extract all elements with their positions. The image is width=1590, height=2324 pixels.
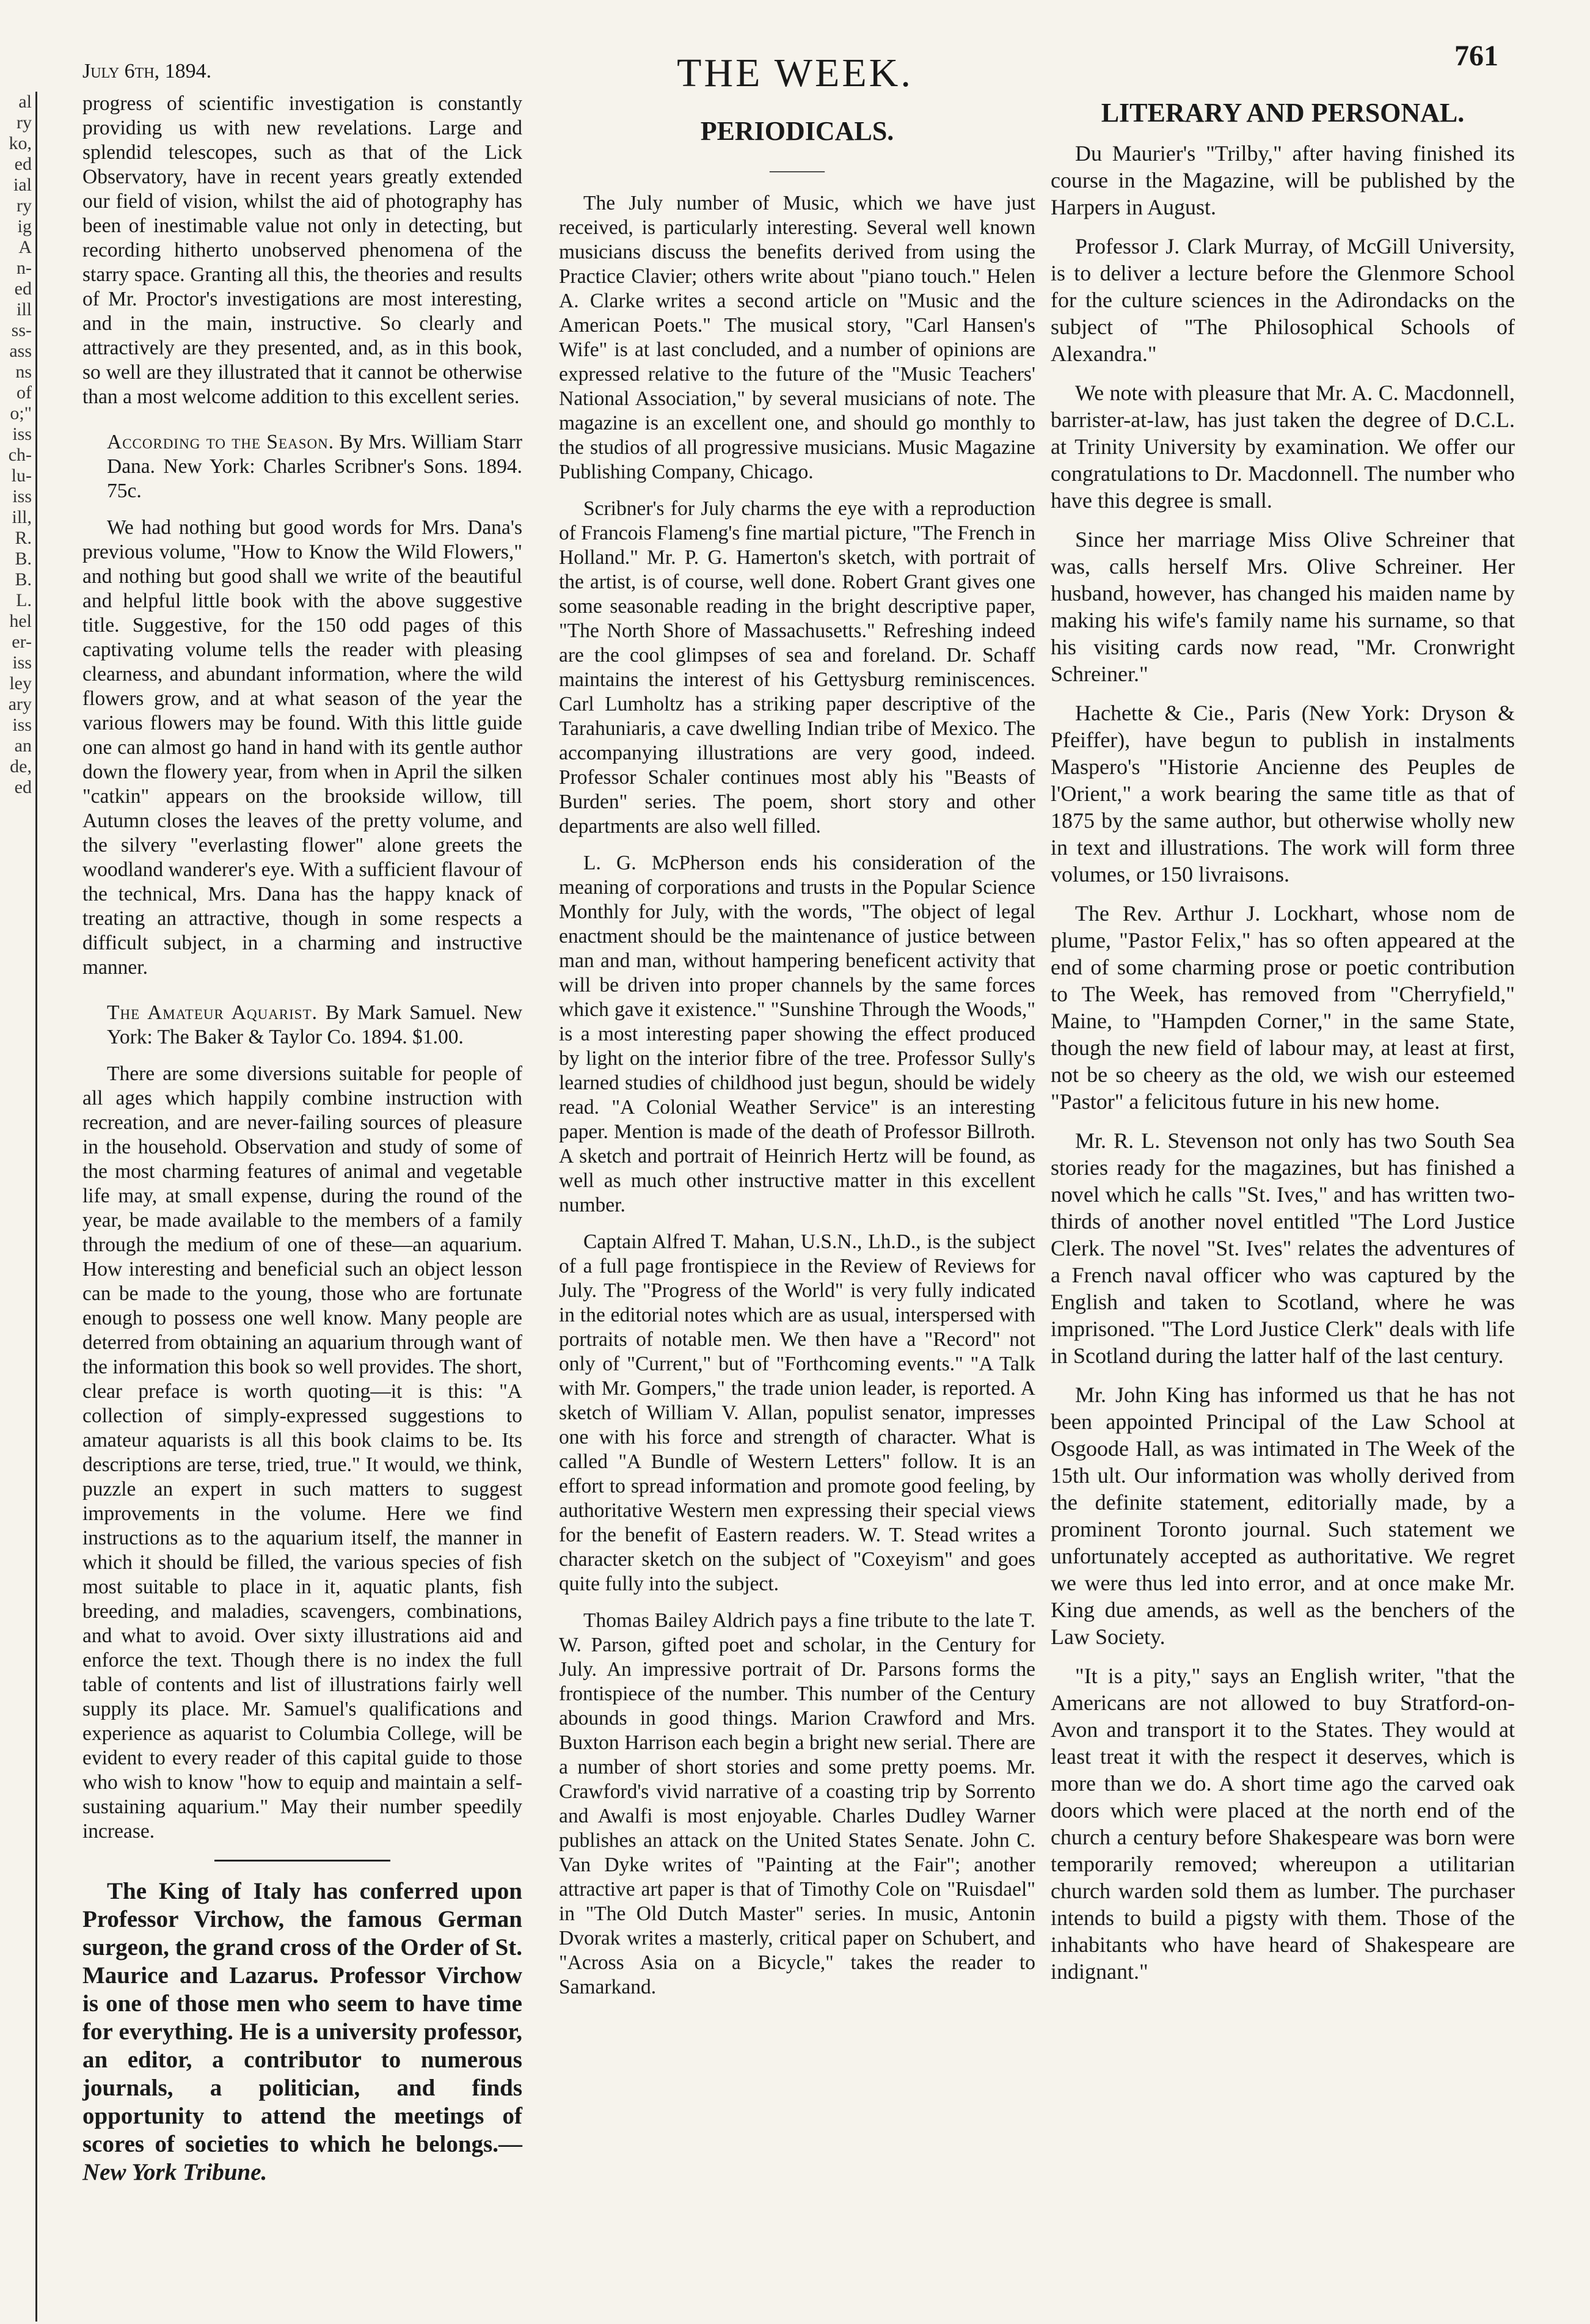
personal-item: Hachette & Cie., Paris (New York: Dryson & Pfeiffer), have begun to publish in instalments Maspero's "Historie Ancienne des Peuples de l'Orient," a work bearing the same title as that of 1875 by the same author, but otherwise wholly new in text and illustrations. The work will form three volumes, or 150 livraisons. (1051, 701, 1515, 886)
book-entry-season (82, 430, 522, 503)
column-reviews (82, 92, 522, 2199)
news-source: New York Tribune. (82, 2159, 268, 2185)
gutter-fragment: ill, (12, 507, 32, 527)
gutter-fragment: ed (14, 777, 32, 797)
section-divider (214, 1860, 390, 1862)
section-heading-periodicals: PERIODICALS. (700, 116, 894, 146)
science-review-tail: progress of scientific investigation is constantly providing us with new revelations. Large and splendid telescopes, such as that of the Lick Observatory, have in recent years greatly extended our field of vision, whilst the aid of photography has been of inestimable value not only in detecting, but recording hitherto unobserved phenomena of the starry space. Granting all this, the theories and results of Mr. Proctor's investigations are most interesting, and in the main, instructive. So clearly and attractively are they presented, and, as in this book, so well are they illustrated that it cannot be otherwise than a most welcome addition to this excellent series. (82, 92, 522, 408)
gutter-fragment: hel (9, 611, 32, 631)
book-review: We had nothing but good words for Mrs. Dana's previous volume, "How to Know the Wild Flowers," and nothing but good shall we write of the beautiful and helpful little book with the above suggestive title. Suggestive, for the 150 odd pages of this captivating volume tells the reader with pleasing clearness, and abundant information, where the wild flowers grow, and at what season of the year the various flowers may be found. With this little guide one can almost go hand in hand with its gentle author down the flowery year, from when in April the silken "catkin" appears on the brookside willow, till Autumn closes the leaves of the pretty volume, and the silvery "everlasting flower" alone greets the woodland wanderer's eye. With a sufficient flavour of the technical, Mrs. Dana has the happy knack of treating an attractive, though in some respects a difficult subject, in a charming and instructive manner. (82, 516, 522, 979)
masthead-title: THE WEEK. (677, 51, 913, 95)
gutter-fragment: n- (16, 258, 32, 278)
heading-rule: ——— (770, 160, 825, 180)
gutter-fragment: al (18, 92, 32, 112)
gutter-fragment: ch- (8, 445, 32, 465)
column-periodicals (559, 116, 1035, 2012)
periodical-item: The July number of Music, which we have just received, is particularly interesting. Several well known musicians discuss the benefits derived from using the Practice Clavier; others write about "piano touch." Helen A. Clarke writes a second article on "Music and the American Poets." The musical story, "Carl Hansen's Wife" is at last concluded, and a number of opinions are expressed relative to the future of the "Music Teachers' National Association," by several musicians of note. The magazine is an excellent one, and should go monthly to the studios of all progressive musicians. Music Magazine Publishing Company, Chicago. (559, 192, 1035, 483)
book-title: According to the Season. (107, 431, 335, 453)
book-title: The Amateur Aquarist. (107, 1001, 318, 1024)
gutter-fragment: B. (15, 549, 32, 569)
personal-item: Mr. John King has informed us that he has not been appointed Principal of the Law School at Osgoode Hall, as was intimated in The Week of the 15th ult. Our information was wholly derived from the definite statement, editorially made, by a prominent Toronto journal. Such statement we unfortunately accepted as authoritative. We regret we were thus led into error, and at once make Mr. King due amends, as well as the benchers of the Law Society. (1051, 1383, 1515, 1649)
gutter-fragment: iss (12, 715, 32, 735)
book-info: By Mrs. William Starr Dana. New York: Charles Scribner's Sons. 1894. 75c. (107, 431, 522, 502)
gutter-fragment: ley (9, 673, 32, 693)
gutter-fragment: er- (12, 632, 32, 652)
gutter-fragment: an (14, 736, 32, 756)
periodical-item: Thomas Bailey Aldrich pays a fine tribute to the late T. W. Parson, gifted poet and scholar, in the Century for July. An impressive portrait of Dr. Parsons forms the frontispiece of the number. This number of the Century abounds in good things. Marion Crawford and Mrs. Buxton Harrison each begin a bright new serial. There are a number of short stories and some pretty poems. Mr. Crawford's vivid narrative of a coasting trip by Sorrento and Awalfi is most enjoyable. Charles Dudley Warner publishes an attack on the United States Senate. John C. Van Dyke writes of "Painting at the Fair"; another attractive art paper is that of Timothy Cole on "Ruisdael" in "The Old Dutch Master" series. In music, Antonin Dvorak writes a masterly, critical paper on Schubert, and "Across Asia on a Bicycle," takes the reader to Samarkand. (559, 1609, 1035, 1998)
news-item-virchow (82, 1877, 522, 2187)
periodical-item: Scribner's for July charms the eye with a reproduction of Francois Flameng's fine martial picture, "The French in Holland." Mr. P. G. Hamerton's sketch, with portrait of the artist, is of course, well done. Robert Grant gives one some seasonable reading in the bright descriptive paper, "The North Shore of Massachusetts." Refreshing indeed are the cool glimpses of sea and foreland. Dr. Schaff maintains the interest of his Gettysburg reminiscences. Carl Lumholtz has a striking paper descriptive of the Tarahuniaris, a cave dwelling Indian tribe of Mexico. The accompanying illustrations are very good, indeed. Professor Schaler continues most ably his "Beasts of Burden" series. The poem, short story and other departments are also well filled. (559, 497, 1035, 838)
book-entry-aquarist (82, 1001, 522, 1050)
personal-item: Mr. R. L. Stevenson not only has two South Sea stories ready for the magazines, but has finished a novel which he calls "St. Ives," and has written two-thirds of another novel entitled "The Lord Justice Clerk. The novel "St. Ives" relates the adventures of a French naval officer who was captured by the English and taken to Scotland, where he was imprisoned. "The Lord Justice Clerk" deals with life in Scotland during the latter half of the last century. (1051, 1128, 1515, 1368)
personal-item: We note with pleasure that Mr. A. C. Macdonnell, barrister-at-law, has just taken the degree of D.C.L. at Trinity University by examination. We offer our congratulations to Dr. Macdonnell. The number who have this degree is small. (1051, 381, 1515, 513)
gutter-fragment: L. (16, 590, 32, 610)
book-info: By Mark Samuel. New York: The Baker & Taylor Co. 1894. $1.00. (107, 1001, 523, 1048)
gutter-fragment: ed (14, 154, 32, 174)
gutter-fragment: A (18, 237, 32, 257)
page-number: 761 (1454, 40, 1498, 72)
gutter-fragment: ss- (11, 320, 32, 340)
gutter-fragment: ns (15, 362, 32, 382)
gutter-fragment: o;" (10, 403, 32, 423)
gutter-fragment: ill (16, 299, 32, 320)
gutter-fragment: iss (12, 652, 32, 673)
gutter-fragment: ial (13, 175, 32, 195)
column-literary-personal (1051, 98, 1515, 1997)
gutter-fragment: B. (15, 569, 32, 590)
gutter-fragment: ko, (9, 133, 32, 153)
gutter-fragment: ary (8, 694, 32, 714)
personal-item: The Rev. Arthur J. Lockhart, whose nom de plume, "Pastor Felix," has so often appeared at the end of some charming prose or poetic contribution to The Week, has removed from "Cherryfield," Maine, to "Hampden Corner," in the same State, though the new field of labour may, at least at first, not be so cheery as the old, we wish our esteemed "Pastor" a felicitous future in his new home. (1051, 901, 1515, 1114)
gutter-fragment: ass (9, 341, 32, 361)
personal-item: Du Maurier's "Trilby," after having finished its course in the Magazine, will be published by the Harpers in August. (1051, 141, 1515, 219)
personal-item: "It is a pity," says an English writer, "that the Americans are not allowed to buy Stratford-on-Avon and transport it to the States. They would at least treat it with the respect it deserves, which is more than we do. A short time ago the carved oak doors which were placed at the north end of the church a century before Shakespeare was born were temporarily removed; whereupon a utilitarian church warden sold them as lumber. The purchaser intends to build a pigsty with them. Those of the inhabitants who have heard of Shakespeare are indignant." (1051, 1664, 1515, 1984)
personal-item: Since her marriage Miss Olive Schreiner that was, calls herself Mrs. Olive Schreiner. Her husband, however, has changed his maiden name by making his wife's family name his surname, so that his visiting cards now read, "Mr. Cronwright Schreiner." (1051, 527, 1515, 686)
book-review: There are some diversions suitable for people of all ages which happily combine instruction with recreation, and are never-failing sources of pleasure in the household. Observation and study of some of the most charming features of animal and vegetable life may, at small expense, during the round of the year, be made available to the members of a family through the medium of one of these—an aquarium. How interesting and beneficial such an object lesson can be made to the young, those who are fortunate enough to possess one well know. Many people are deterred from obtaining an aquarium through want of the information this book so well provides. The short, clear preface is worth quoting—it is this: "A collection of simply-expressed suggestions to amateur aquarists is all this book claims to be. Its descriptions are terse, tried, true." It would, we think, puzzle an expert in such matters to suggest improvements in the volume. Here we find instructions as to the aquarium itself, the manner in which it should be filled, the various species of fish most suitable to place in it, aquatic plants, fish breeding, and maladies, scavengers, combinations, and what to avoid. Over sixty illustrations aid and enforce the text. Though there is no index the full table of contents and list of illustrations fairly well supply its place. Mr. Samuel's qualifications and experience as aquarist to Columbia College, will be evident to every reader of this capital guide to those who wish to know "how to equip and maintain a self-sustaining aquarium." May their number speedily increase. (82, 1062, 522, 1843)
gutter-fragment: ig (17, 216, 32, 236)
gutter-fragment: lu- (11, 466, 32, 486)
gutter-fragment: de, (10, 756, 32, 776)
news-text: The King of Italy has conferred upon Professor Virchow, the famous German surgeon, the grand cross of the Order of St. Maurice and Lazarus. Professor Virchow is one of those men who seem to have time for everything. He is a university professor, an editor, a contributor to numerous journals, a politician, and finds opportunity to attend the meetings of scores of societies to which he belongs.— (82, 1878, 523, 2157)
gutter-fragment: ry (16, 112, 32, 133)
personal-item: Professor J. Clark Murray, of McGill University, is to deliver a lecture before the Glenmore School for the culture sciences in the Adirondacks on the subject of "The Philosophical Schools of Alexandra." (1051, 234, 1515, 366)
gutter-fragment: R. (15, 528, 32, 548)
gutter-fragment: iss (12, 486, 32, 506)
issue-date: July 6th, 1894. (82, 60, 212, 82)
periodical-item: L. G. McPherson ends his consideration of the meaning of corporations and trusts in the Popular Science Monthly for July, with the words, "The object of legal enactment should be the maintenance of justice between man and man, without hampering beneficent activity that will be driven into proper channels by the same forces which gave it existence." "Sunshine Through the Woods," is a most interesting paper showing the effect produced by light on the interior fibre of the tree. Professor Sully's learned studies of childhood just begun, should be widely read. "A Colonial Weather Service" is an interesting paper. Mention is made of the death of Professor Billroth. A sketch and portrait of Heinrich Hertz will be found, as well as much other instructive matter in this excellent number. (559, 852, 1035, 1216)
gutter-fragment: of (16, 382, 32, 403)
gutter-fragment: ed (14, 279, 32, 299)
periodical-item: Captain Alfred T. Mahan, U.S.N., Lh.D., is the subject of a full page frontispiece in the Review of Reviews for July. The "Progress of the World" is very fully indicated in the editorial notes which are as usual, interspersed with portraits of notable men. We then have a "Record" not only of "Current," but of "Forthcoming events." "A Talk with Mr. Gompers," the trade union leader, is reported. A sketch of William V. Allan, populist senator, impresses one with his force and strength of character. What is called "A Bundle of Western Letters" follow. It is an effort to spread information and promote good feeling, by authoritative Western men expressing their special views for the benefit of Eastern readers. W. T. Stead writes a character sketch on the subject of "Coxeyism" and goes quite fully into the subject. (559, 1230, 1035, 1595)
previous-page-gutter (0, 92, 37, 2322)
gutter-fragment: ry (16, 195, 32, 216)
section-heading-literary: LITERARY AND PERSONAL. (1101, 98, 1465, 128)
gutter-fragment: iss (12, 424, 32, 444)
